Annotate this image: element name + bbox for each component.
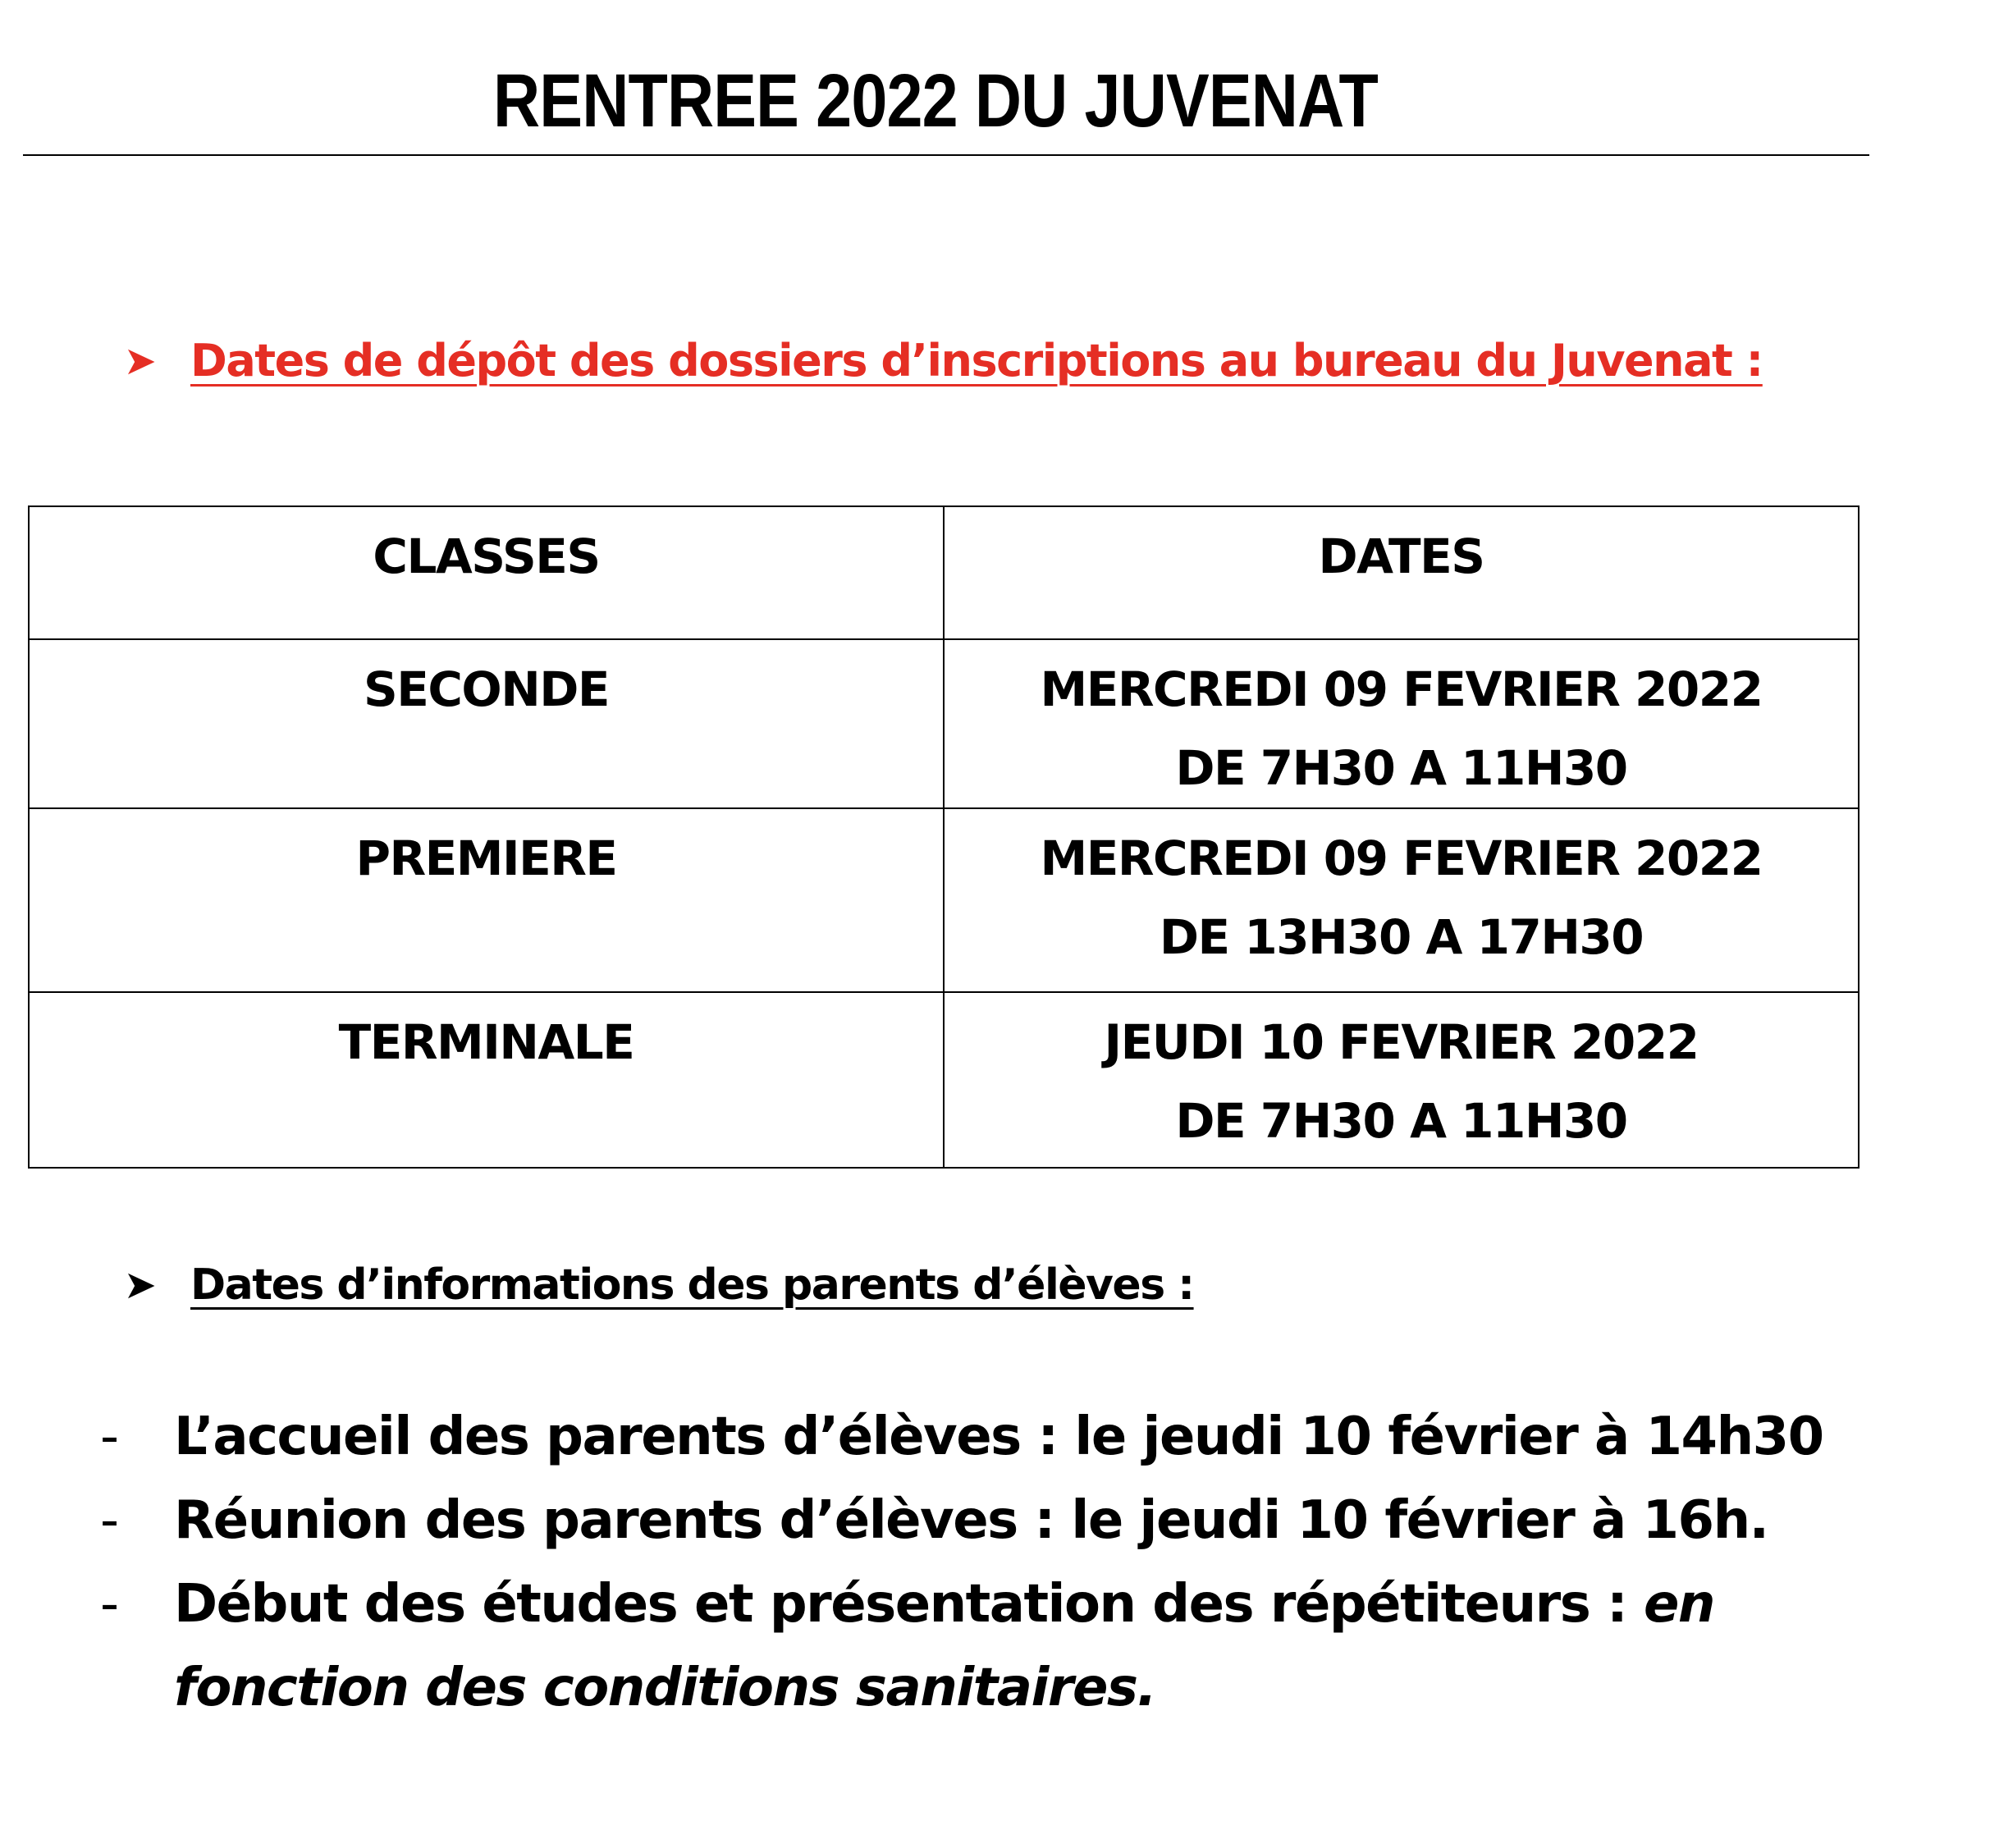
title-divider [23,154,1869,156]
date-day: MERCREDI 09 FEVRIER 2022 [1040,661,1763,717]
parents-info-heading-text: Dates d’informations des parents d’élèves : [190,1260,1194,1310]
dash-bullet-icon: - [100,1490,118,1551]
table-header-classes: CLASSES [29,506,944,639]
list-item [90,1395,1896,1479]
list-item [90,1562,1896,1730]
document-title: RENTREE 2022 DU JUVENAT [493,59,1378,143]
arrowhead-bullet-icon: ➤ [123,1262,156,1308]
class-cell: SECONDE [29,639,944,808]
dash-bullet-icon: - [100,1574,118,1635]
registration-dates-heading [115,328,1763,394]
table-row [29,992,1859,1168]
list-item-text: L’accueil des parents d’élèves : le jeudi 10 février à 14h30 [174,1407,1823,1467]
table-header-row [29,506,1859,639]
arrowhead-bullet-icon: ➤ [123,338,156,384]
list-item-italic-text: en fonction des conditions sanitaires. [174,1574,1714,1718]
list-item-text: Réunion des parents d’élèves : le jeudi 10 février à 16h. [174,1490,1768,1551]
date-cell [944,808,1859,992]
date-day: MERCREDI 09 FEVRIER 2022 [1040,830,1763,886]
parents-info-heading [115,1252,1194,1318]
registration-dates-heading-text: Dates de dépôt des dossiers d’inscriptions au bureau du Juvenat : [190,335,1763,387]
date-day: JEUDI 10 FEVRIER 2022 [1104,1014,1699,1070]
date-cell [944,639,1859,808]
date-hours: DE 7H30 A 11H30 [1175,740,1627,796]
date-hours: DE 7H30 A 11H30 [1175,1093,1627,1149]
table-header-dates: DATES [944,506,1859,639]
table-row [29,639,1859,808]
date-cell [944,992,1859,1168]
table-row [29,808,1859,992]
parents-info-list [90,1395,1896,1730]
registration-schedule-table [28,505,1859,1169]
dash-bullet-icon: - [100,1407,118,1467]
list-item [90,1479,1896,1562]
date-hours: DE 13H30 A 17H30 [1159,909,1644,965]
list-item-text: Début des études et présentation des répétiteurs : [174,1574,1644,1635]
class-cell: PREMIERE [29,808,944,992]
class-cell: TERMINALE [29,992,944,1168]
